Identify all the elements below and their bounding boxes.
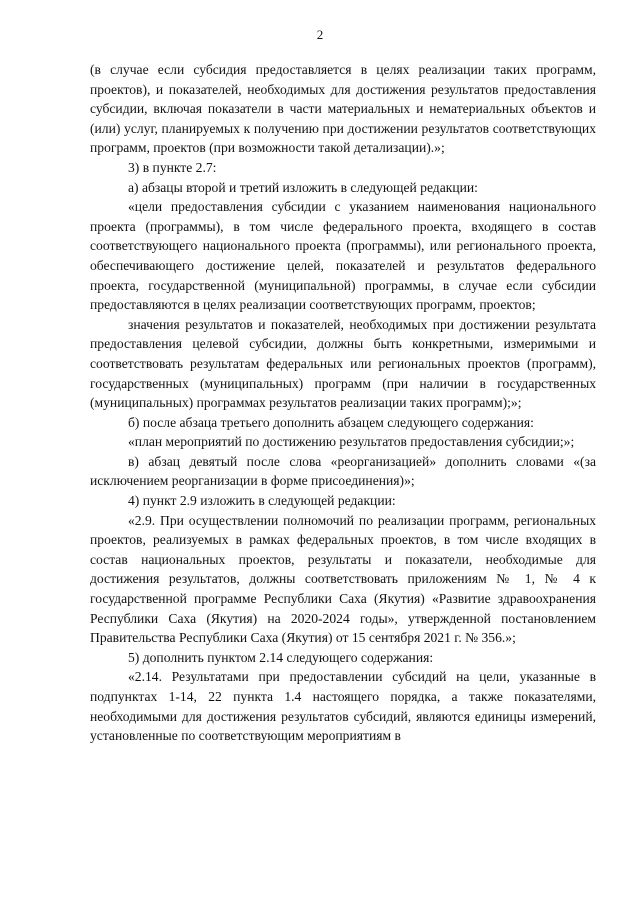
paragraph-quote-goals: «цели предоставления субсидии с указанием наименования национального проекта (программы), в том числе федерального проекта, входящего в состав соответствующего национального проекта (программы), или регионального проекта, обеспечивающего достижение целей, показателей и результатов федерального проекта, государственной (муниципальной) программы, в случае если субсидии предоставляются в целях реализации соответствующих программ, проектов;	[90, 199, 596, 313]
paragraph-quote-2-9: «2.9. При осуществлении полномочий по реализации программ, региональных проектов, реализуемых в рамках федеральных проектов, в том числе входящих в состав национальных проектов, результаты и показатели, необходимые для достижения результатов, должны соответствовать приложениям № 1, № 4 к государственной программе Республики Саха (Якутия) «Развитие здравоохранения Республики Саха (Якутия) на 2020-2024 годы», утвержденной постановлением Правительства Республики Саха (Якутия) от 15 сентября 2021 г. № 356.»;	[90, 512, 596, 646]
paragraph-quote-2-14: «2.14. Результатами при предоставлении субсидий на цели, указанные в подпунктах 1-14, 22 пункта 1.4 настоящего порядка, а также показателями, необходимыми для достижения результатов субсидий, являются единицы измерений, установленные по соответствующим мероприятиям в	[90, 669, 596, 744]
document-body	[90, 60, 596, 746]
paragraph-item-3: 3) в пункте 2.7:	[128, 159, 217, 175]
paragraph-subitem-a: а) абзацы второй и третий изложить в следующей редакции:	[128, 179, 478, 195]
page-number: 2	[316, 27, 324, 42]
paragraph-subitem-b: б) после абзаца третьего дополнить абзацем следующего содержания:	[128, 414, 534, 430]
paragraph-item-5: 5) дополнить пунктом 2.14 следующего содержания:	[128, 649, 434, 665]
paragraph-subitem-v: в) абзац девятый после слова «реорганизацией» дополнить словами «(за исключением реорганизации в форме присоединения)»;	[90, 453, 596, 489]
paragraph-continuation: (в случае если субсидия предоставляется в целях реализации таких программ, проектов), и показателей, необходимых для достижения результатов предоставления субсидии, включая показатели в части материальных и нематериальных объектов и (или) услуг, планируемых к получению при достижении результатов соответствующих программ, проектов (при возможности такой детализации).»;	[90, 62, 596, 156]
paragraph-values: значения результатов и показателей, необходимых при достижении результата предоставления целевой субсидии, должны быть конкретными, измеримыми и соответствовать результатам федеральных или региональных проектов (программ), государственных (муниципальных) программ (при наличии в государственных (муниципальных) программах результатов реализации таких программ);»;	[90, 316, 596, 411]
paragraph-quote-plan: «план мероприятий по достижению результатов предоставления субсидии;»;	[128, 434, 575, 450]
paragraph-item-4: 4) пункт 2.9 изложить в следующей редакции:	[128, 493, 396, 509]
